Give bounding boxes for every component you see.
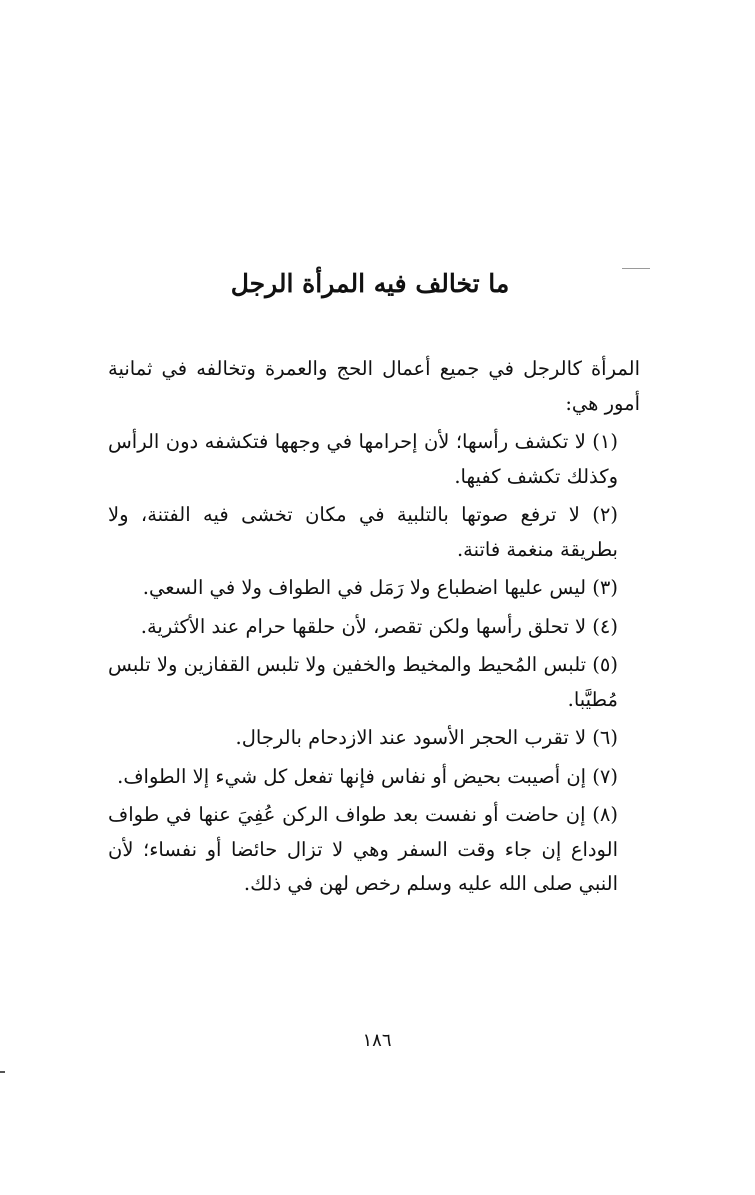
scan-artifact-line: [622, 268, 650, 269]
margin-mark: [0, 1071, 5, 1073]
item-2: (٢) لا ترفع صوتها بالتلبية في مكان تخشى فيه الفتنة، ولا بطريقة منغمة فاتنة.: [108, 503, 618, 561]
intro-paragraph: المرأة كالرجل في جميع أعمال الحج والعمرة وتخالفه في ثمانية أمور هي:: [108, 357, 640, 415]
body-text: [108, 352, 640, 906]
item-1: (١) لا تكشف رأسها؛ لأن إحرامها في وجهها فتكشفه دون الرأس وكذلك تكشف كفيها.: [108, 430, 618, 488]
section-title: ما تخالف فيه المرأة الرجل: [230, 268, 510, 298]
item-8: (٨) إن حاضت أو نفست بعد طواف الركن عُفِيَ عنها في طواف الوداع إن جاء وقت السفر وهي لا تزال حائضا أو نفساء؛ لأن النبي صلى الله عليه وسلم رخص لهن في ذلك.: [108, 803, 618, 895]
item-7: (٧) إن أصيبت بحيض أو نفاس فإنها تفعل كل شيء إلا الطواف.: [117, 764, 618, 788]
item-3: (٣) ليس عليها اضطباع ولا رَمَل في الطواف ولا في السعي.: [142, 576, 618, 599]
page-number: ١٨٦: [362, 1030, 392, 1051]
item-5: (٥) تلبس المُحيط والمخيط والخفين ولا تلبس القفازين ولا تلبس مُطيَّبا.: [108, 653, 618, 711]
item-4: (٤) لا تحلق رأسها ولكن تقصر، لأن حلقها حرام عند الأكثرية.: [140, 614, 618, 638]
item-6: (٦) لا تقرب الحجر الأسود عند الازدحام بالرجال.: [235, 726, 618, 749]
